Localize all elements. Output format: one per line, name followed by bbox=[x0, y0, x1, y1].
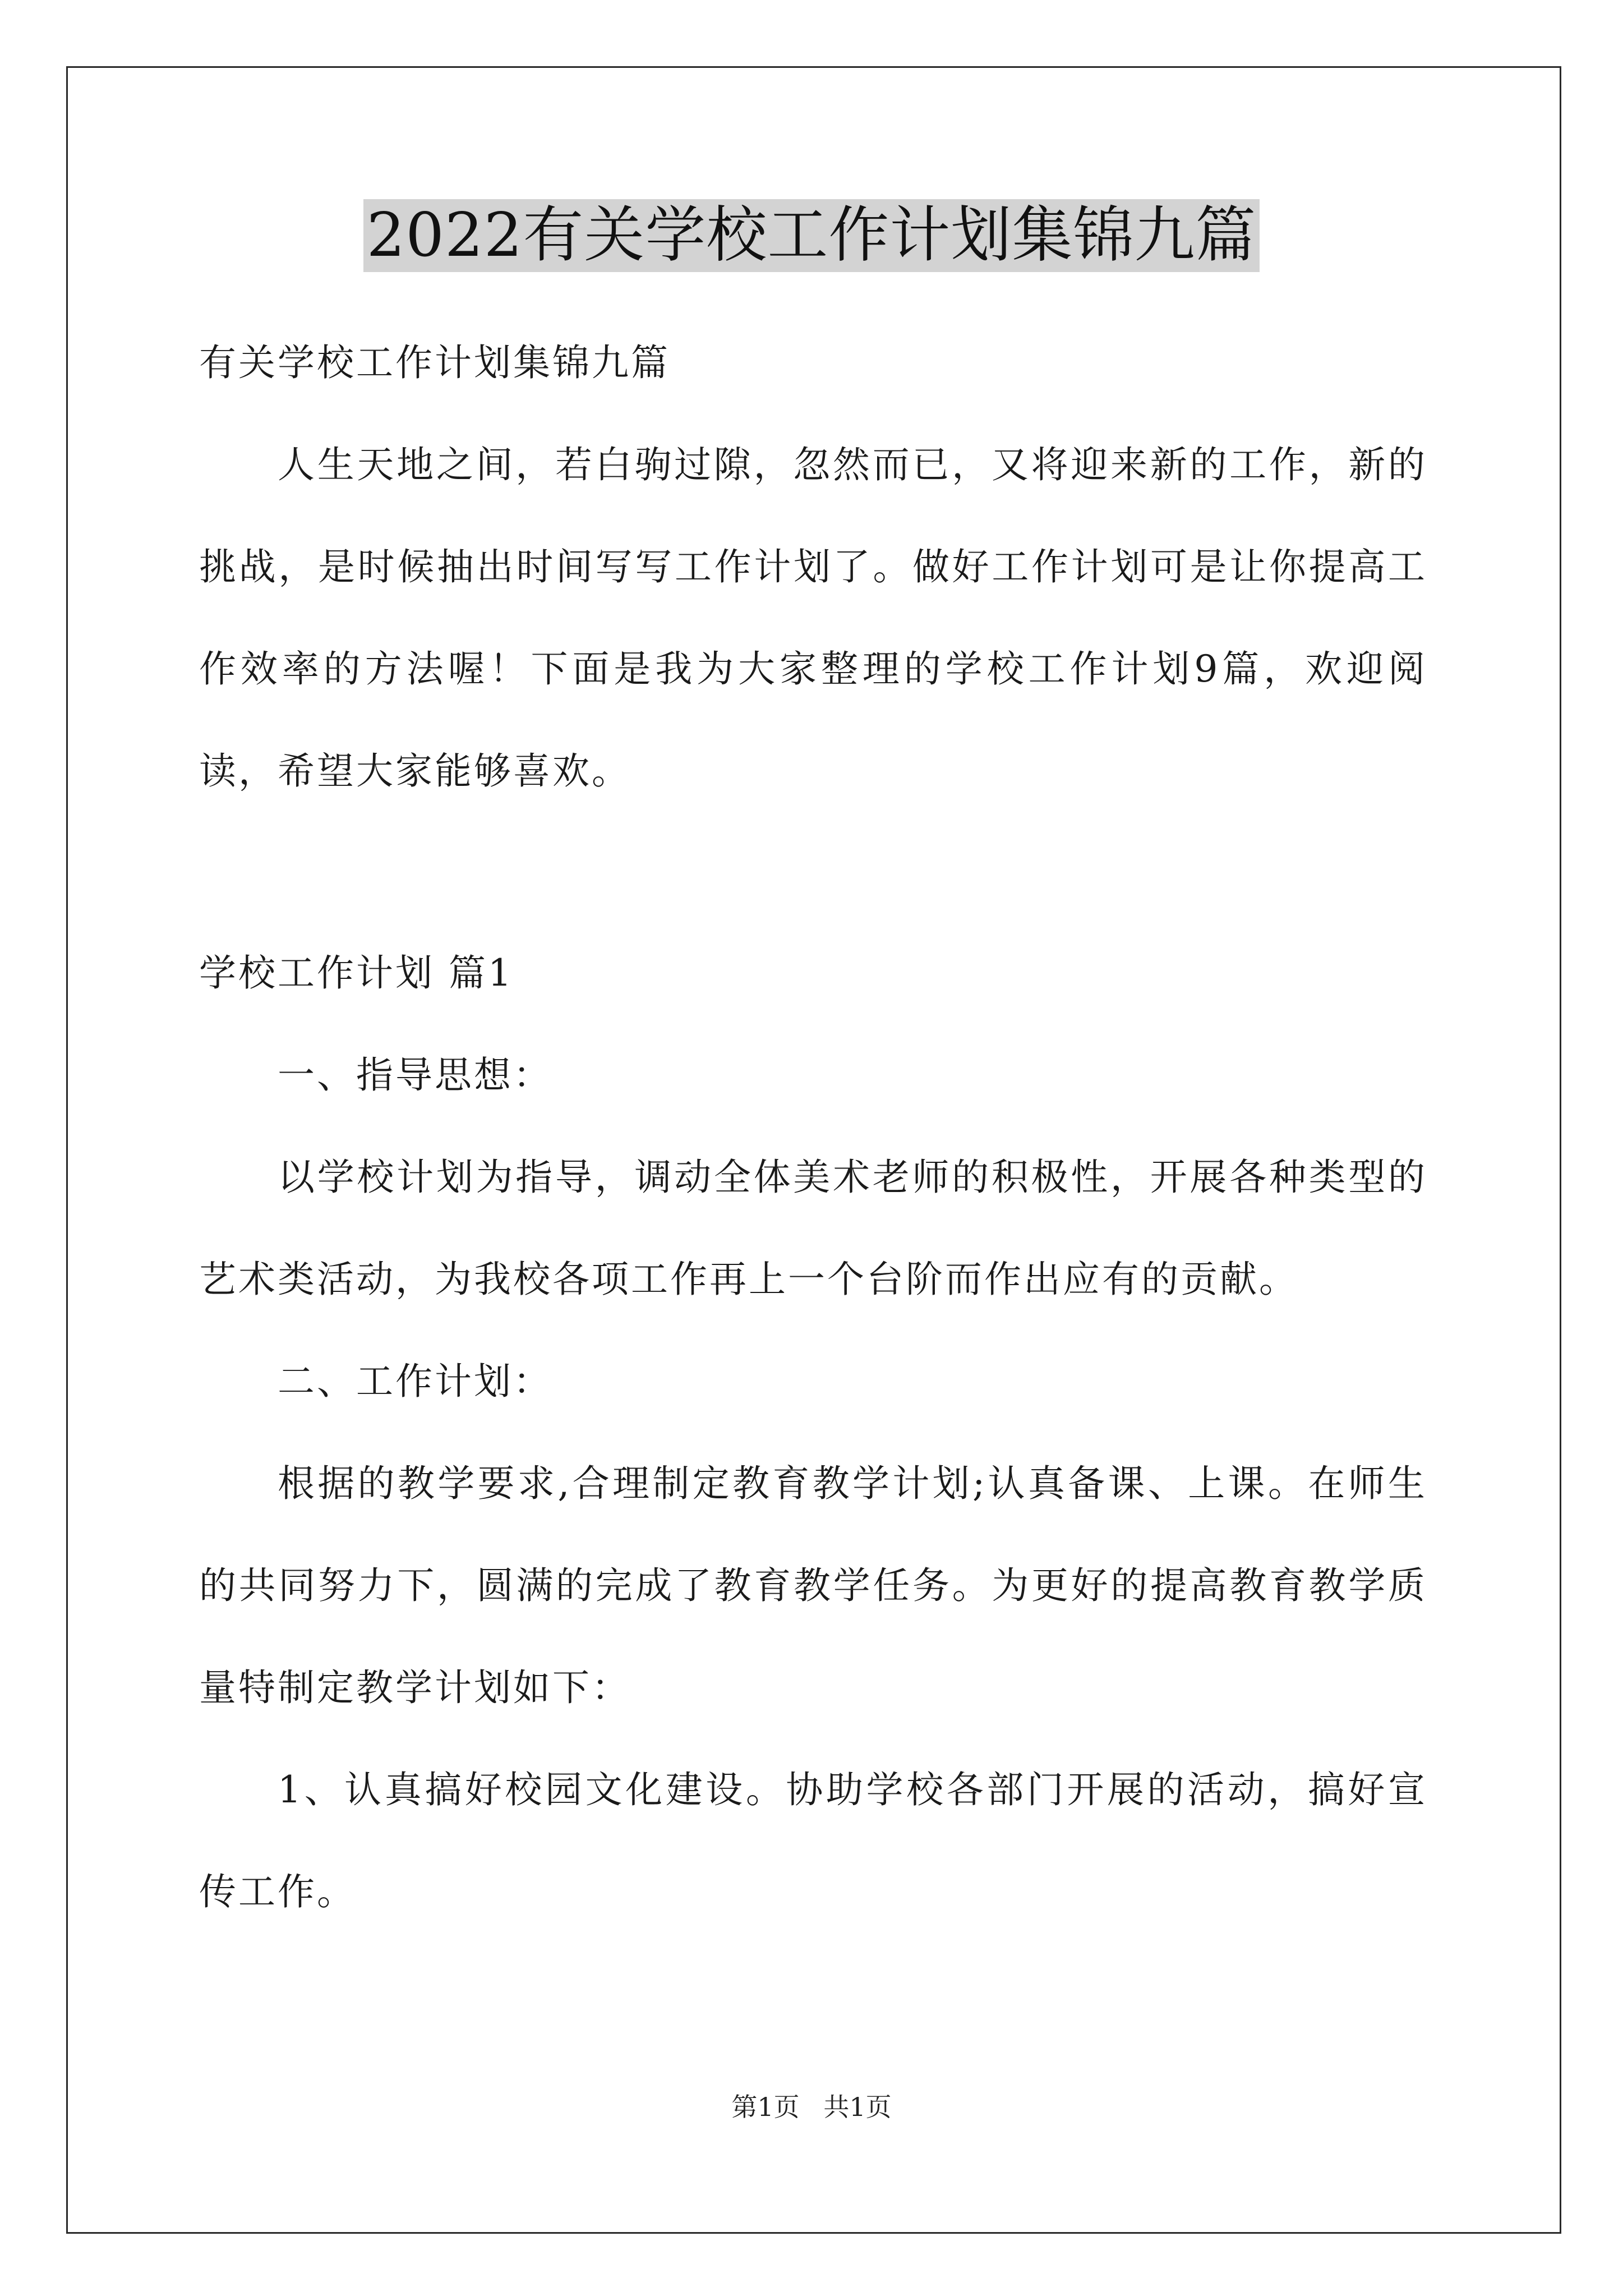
paragraph-item-1: 1、认真搞好校园文化建设。协助学校各部门开展的活动，搞好宣传工作。 bbox=[199, 1768, 1427, 1913]
heading-work-plan: 二、工作计划： bbox=[278, 1360, 552, 1403]
document-body bbox=[199, 312, 1427, 1943]
document-title: 2022有关学校工作计划集锦九篇 bbox=[363, 199, 1260, 272]
paragraph-guiding-thought: 以学校计划为指导，调动全体美术老师的积极性，开展各种类型的艺术类活动，为我校各项工作再上一个台阶而作出应有的贡献。 bbox=[199, 1156, 1427, 1301]
section-heading: 学校工作计划 篇1 bbox=[199, 951, 514, 995]
intro-paragraph: 人生天地之间，若白驹过隙，忽然而已，又将迎来新的工作，新的挑战，是时候抽出时间写写工作计划了。做好工作计划可是让你提高工作效率的方法喔！下面是我为大家整理的学校工作计划9篇，欢迎阅读，希望大家能够喜欢。 bbox=[199, 443, 1427, 793]
heading-guiding-thought: 一、指导思想： bbox=[278, 1053, 552, 1097]
page-number-current: 第1页 bbox=[731, 2092, 800, 2122]
document-subtitle: 有关学校工作计划集锦九篇 bbox=[199, 341, 670, 384]
page-number-total: 共1页 bbox=[823, 2092, 892, 2122]
paragraph-work-plan: 根据的教学要求,合理制定教育教学计划;认真备课、上课。在师生的共同努力下，圆满的完成了教育教学任务。为更好的提高教育教学质量特制定教学计划如下： bbox=[199, 1462, 1427, 1709]
title-container bbox=[0, 199, 1623, 272]
page-footer bbox=[0, 2090, 1623, 2124]
